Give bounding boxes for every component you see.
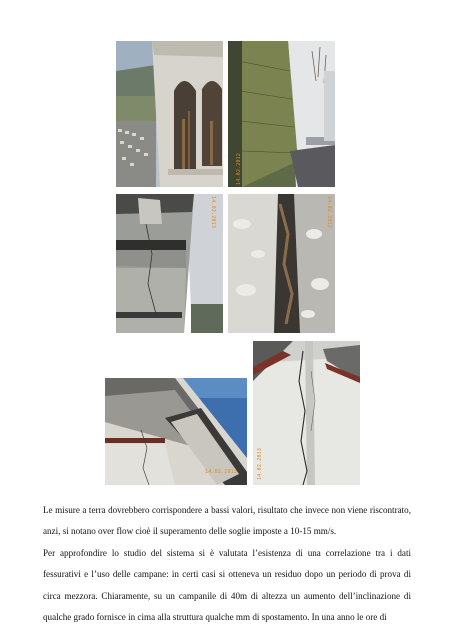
paragraph: Le misure a terra dovrebbero corrispondere a bassi valori, risultato che invece non viene riscontrato, anzi, si notano over flow cioè il superamento delle soglie imposte a 10-15 mm/s. <box>43 505 411 537</box>
body-text <box>43 500 411 628</box>
photo-bell-tower-arches <box>116 41 223 187</box>
photo-date-stamp: 14.02.2013 <box>210 196 216 229</box>
paragraph: Per approfondire lo studio del sistema si è valutata l’esistenza di una correlazione tra i dati fessurativi e l’uso delle campane: in certi casi si otteneva un residuo dopo un periodo di prova di circa mezzora. Chiaramente, su un campanile di 40m di altezza un aumento dell’inclinazione di qualche grado fornisce in cima alla struttura qualche mm di spostamento. In una anno le ore di <box>43 547 411 623</box>
photo-mossy-wall <box>228 41 335 187</box>
photo-date-stamp: 14.02.2013 <box>257 447 263 480</box>
photo-vertical-crack-edge <box>253 341 360 485</box>
photo-date-stamp: 14.02.2013 <box>205 469 238 475</box>
photo-date-stamp: 14.02.2012 <box>236 152 242 185</box>
photo-cracked-cornice <box>116 194 223 333</box>
photo-date-stamp: 14.02.2012 <box>326 196 332 229</box>
photo-wide-crack <box>228 194 335 333</box>
